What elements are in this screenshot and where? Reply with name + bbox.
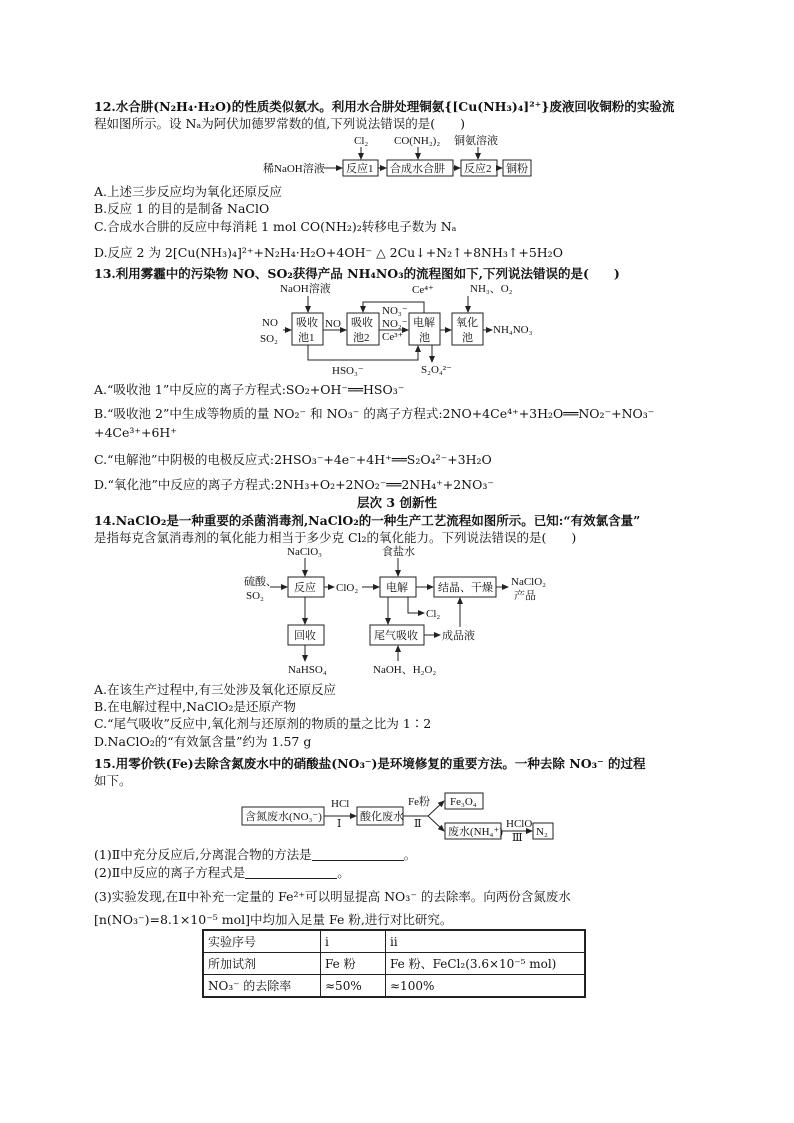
q13-option-b-cont: +4Ce³⁺+6H⁺ (94, 425, 177, 440)
q13-product: NH₄NO₃ (493, 324, 533, 336)
q14-clo2: ClO₂ (336, 582, 359, 594)
q13-box4a: 氧化 (456, 317, 478, 329)
table-cell: 实验序号 (203, 930, 321, 953)
q15-box2-label: 酸化废水 (360, 811, 404, 823)
q15-fe: Fe粉 (408, 796, 430, 808)
q13-box2b: 池2 (353, 332, 370, 344)
q14-stem-line1: 14.NaClO₂是一种重要的杀菌消毒剂,NaClO₂的一种生产工艺流程如图所示。已知:“有效氯含量” (94, 513, 641, 528)
q14-brine: 食盐水 (382, 546, 415, 558)
q15-answer-blank-1[interactable] (312, 848, 404, 861)
table-cell: ⅱ (386, 930, 586, 953)
q15-box3-label: 废水(NH₄⁺) (448, 826, 503, 838)
q12-flow-diagram (0, 132, 794, 182)
q14-naclo3: NaClO₃ (287, 546, 322, 558)
q13-s2o4-label: S₂O₄²⁻ (421, 364, 452, 376)
q13-option-a: A.“吸收池 1”中反应的离子方程式:SO₂+OH⁻══HSO₃⁻ (94, 382, 405, 397)
q14-acid: 硫酸、 (244, 576, 277, 588)
q13-box2a: 吸收 (351, 317, 373, 329)
q12-box4-label: 铜粉 (506, 163, 528, 175)
q13-ce3-label: Ce³⁺ (382, 331, 404, 343)
table-cell: Fe 粉 (321, 953, 386, 975)
q12-option-b: B.反应 1 的目的是制备 NaClO (94, 201, 270, 216)
q12-option-a: A.上述三步反应均为氧化还原反应 (94, 184, 283, 199)
q14-cl2: Cl₂ (426, 608, 441, 620)
q12-above-urea: CO(NH₂)₂ (394, 135, 441, 147)
table-cell: ⅰ (321, 930, 386, 953)
q13-hso3-label: HSO₃⁻ (332, 365, 364, 377)
q13-mid-no: NO (325, 318, 341, 330)
q15-comparison-table (202, 929, 586, 998)
q15-fe3o4-label: Fe₃O₄ (450, 796, 477, 808)
q14-flow-diagram (0, 543, 794, 678)
q14-electro-label: 电解 (386, 582, 408, 594)
q14-stem-line2: 是指每克含氯消毒剂的氧化能力相当于多少克 Cl₂的氧化能力。下列说法错误的是( ) (94, 530, 577, 545)
q13-option-d: D.“氧化池”中反应的离子方程式:2NH₃+O₂+2NO₂⁻══2NH₄⁺+2NO₃⁻ (94, 477, 494, 492)
q14-so2: SO₂ (246, 590, 264, 602)
q15-n2-label: N₂ (536, 826, 548, 838)
q13-input-so2: SO₂ (260, 333, 278, 345)
q12-stem-line2: 程如图所示。设 Nₐ为阿伏加德罗常数的值,下列说法错误的是( ) (94, 116, 465, 131)
q15-box1-label: 含氮废水(NO₃⁻) (245, 811, 322, 823)
q15-sub3-line1: (3)实验发现,在Ⅱ中补充一定量的 Fe²⁺可以明显提高 NO₃⁻ 的去除率。向两份含氮废水 (94, 889, 571, 904)
q15-hcl: HCl (331, 798, 350, 810)
q12-above-cl2: Cl₂ (354, 135, 369, 147)
q12-stem-line1: 12.水合肼(N₂H₄·H₂O)的性质类似氨水。利用水合肼处理铜氨{[Cu(NH₃)₄]²⁺}废液回收铜粉的实验流 (94, 99, 675, 114)
q15-stem-line2: 如下。 (94, 773, 132, 788)
q13-ce4-label: Ce⁴⁺ (412, 284, 434, 296)
q13-box3b: 池 (419, 332, 430, 344)
q15-step1: Ⅰ (337, 818, 342, 830)
q12-option-d: D.反应 2 为 2[Cu(NH₃)₄]²⁺+N₂H₄·H₂O+4OH⁻ △ 2Cu↓+N₂↑+8NH₃↑+5H₂O (94, 245, 563, 260)
q14-cryst-label: 结晶、干燥 (438, 582, 493, 594)
q12-above-cu-ammonia: 铜氨溶液 (454, 135, 498, 147)
q14-recover-label: 回收 (294, 630, 316, 642)
q13-no2-label: NO₂⁻ (382, 318, 408, 330)
q13-box1a: 吸收 (296, 317, 318, 329)
table-cell: 所加试剂 (203, 953, 321, 975)
q14-option-a: A.在该生产过程中,有三处涉及氧化还原反应 (94, 682, 336, 697)
table-cell: Fe 粉、FeCl₂(3.6×10⁻⁵ mol) (386, 953, 586, 975)
q15-hclo: HClO (506, 818, 533, 830)
q15-sub3-line2: [n(NO₃⁻)=8.1×10⁻⁵ mol]中均加入足量 Fe 粉,进行对比研究。 (94, 912, 453, 927)
section-title: 层次 3 创新性 (357, 495, 437, 510)
q13-nh3o2-label: NH₃、O₂ (470, 283, 513, 295)
table-row (203, 930, 585, 953)
table-cell: NO₃⁻ 的去除率 (203, 975, 321, 998)
q12-box1-label: 反应1 (346, 163, 374, 175)
q15-stem-line1: 15.用零价铁(Fe)去除含氮废水中的硝酸盐(NO₃⁻)是环境修复的重要方法。一种去除 NO₃⁻ 的过程 (94, 756, 646, 771)
q13-option-b: B.“吸收池 2”中生成等物质的量 NO₂⁻ 和 NO₃⁻ 的离子方程式:2NO+4Ce⁴⁺+3H₂O══NO₂⁻+NO₃⁻ (94, 406, 655, 421)
q13-naoh-label: NaOH溶液 (280, 283, 331, 295)
q14-prod2: 产品 (514, 590, 536, 602)
table-cell: ≈50% (321, 975, 386, 998)
q14-naoh: NaOH、H₂O₂ (373, 664, 437, 676)
q15-sub2: (2)Ⅱ中反应的离子方程式是 。 (94, 865, 350, 880)
q13-box1b: 池1 (298, 332, 315, 344)
q15-flow-diagram (0, 791, 794, 844)
q15-step3: Ⅲ (512, 832, 523, 844)
q12-box2-label: 合成水合肼 (390, 163, 445, 175)
q14-tail-label: 尾气吸收 (374, 630, 418, 642)
q14-option-c: C.“尾气吸收”反应中,氧化剂与还原剂的物质的量之比为 1∶2 (94, 716, 432, 731)
q14-react-label: 反应 (294, 582, 316, 594)
q12-option-c: C.合成水合肼的反应中每消耗 1 mol CO(NH₂)₂转移电子数为 Nₐ (94, 219, 457, 234)
q14-prod1: NaClO₂ (511, 576, 546, 588)
q13-input-no: NO (262, 317, 278, 329)
q14-option-d: D.NaClO₂的“有效氯含量”约为 1.57 g (94, 734, 312, 749)
table-cell: ≈100% (386, 975, 586, 998)
q15-sub1: (1)Ⅱ中充分反应后,分离混合物的方法是 。 (94, 847, 417, 862)
q15-answer-blank-2[interactable] (245, 866, 337, 879)
q14-nahso4: NaHSO₄ (288, 664, 327, 676)
q13-option-c: C.“电解池”中阴极的电极反应式:2HSO₃⁻+4e⁻+4H⁺══S₂O₄²⁻+3H₂O (94, 452, 492, 467)
q15-step2: Ⅱ (414, 818, 422, 830)
q13-box3a: 电解 (413, 317, 435, 329)
table-row (203, 953, 585, 975)
table-row (203, 975, 585, 998)
q13-box4b: 池 (462, 332, 473, 344)
q12-start-label: 稀NaOH溶液 (263, 163, 325, 175)
q14-option-b: B.在电解过程中,NaClO₂是还原产物 (94, 699, 296, 714)
q13-stem: 13.利用雾霾中的污染物 NO、SO₂获得产品 NH₄NO₃的流程图如下,下列说法错误的是( ) (94, 266, 620, 281)
q14-liquid: 成品液 (442, 630, 475, 642)
q13-no3-label: NO₃⁻ (382, 305, 408, 317)
q13-flow-diagram (0, 280, 794, 375)
q12-box3-label: 反应2 (464, 163, 492, 175)
